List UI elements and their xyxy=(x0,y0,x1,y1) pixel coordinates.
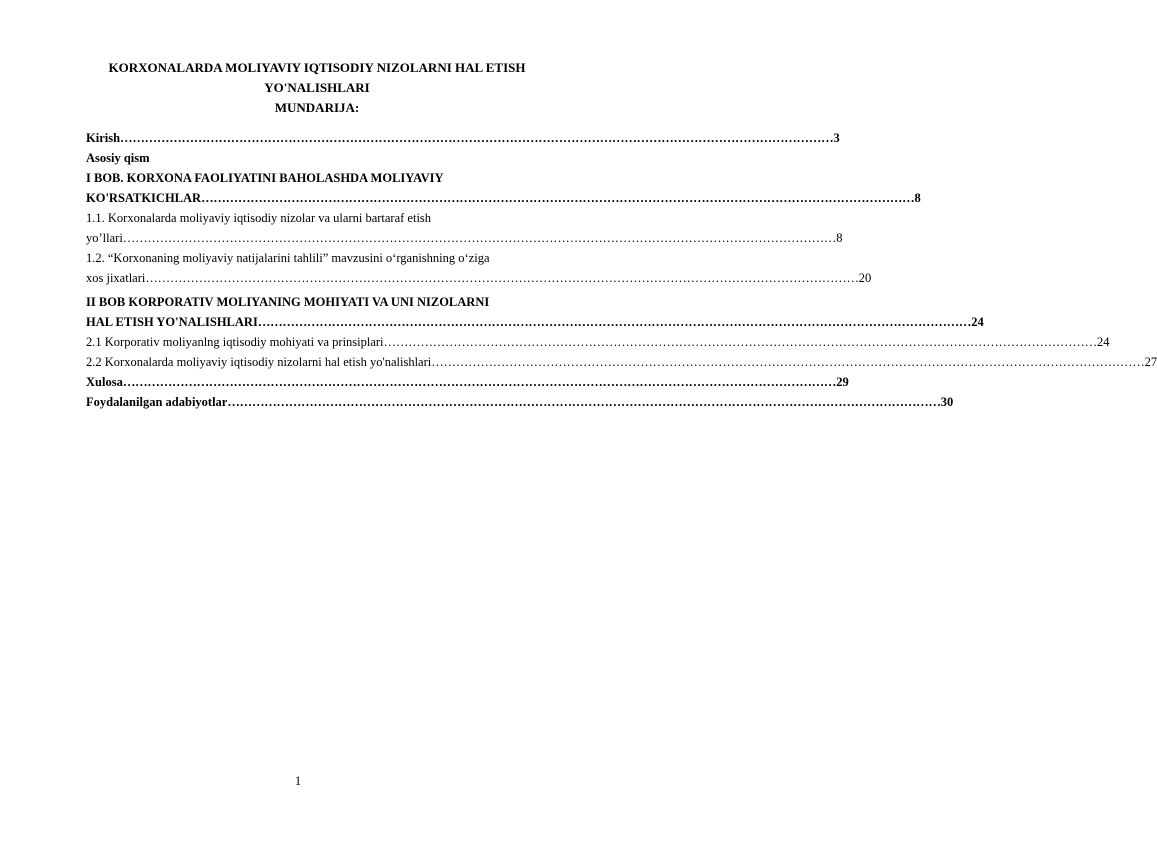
toc-dot-leader: ………………………………………………………………………………………………………………………………………………………… xyxy=(383,335,1097,349)
toc-dot-leader: ………………………………………………………………………………………………………………………………………………………… xyxy=(120,131,834,145)
toc-dot-leader: ………………………………………………………………………………………………………………………………………………………… xyxy=(145,271,859,285)
toc-entry xyxy=(86,312,984,332)
toc-entry-text: Asosiy qism xyxy=(86,151,150,165)
toc-dot-leader: ………………………………………………………………………………………………………………………………………………………… xyxy=(122,375,837,389)
toc-entry-page: 29 xyxy=(836,375,849,389)
toc-entry-text: I BOB. KORXONA FAOLIYATINI BAHOLASHDA MOLIYAVIY xyxy=(86,171,444,185)
toc-entry xyxy=(86,372,849,392)
table-of-contents xyxy=(86,128,1157,412)
toc-entry-text: Kirish xyxy=(86,131,121,145)
toc-entry-text: xos jixatlari xyxy=(86,271,146,285)
toc-entry-page: 30 xyxy=(940,395,954,409)
page-number: 1 xyxy=(294,774,302,788)
toc-entry xyxy=(86,168,552,188)
toc-entry-text: 1.2. “Korxonaning moliyaviy natijalarini tahlili” mavzusini o‘rganishning o‘ziga xyxy=(86,251,490,265)
toc-entry xyxy=(86,392,954,412)
toc-entry-text: yo’llari xyxy=(86,231,123,245)
toc-entry xyxy=(86,268,872,288)
toc-entry-page: 27 xyxy=(1144,355,1157,369)
toc-entry xyxy=(86,228,843,248)
toc-entry-text: Xulosa xyxy=(86,375,123,389)
toc-entry xyxy=(86,248,552,268)
toc-entry-text: KO'RSATKICHLAR xyxy=(86,191,202,205)
toc-entry-text: 2.2 Korxonalarda moliyaviy iqtisodiy nizolarni hal etish yo'nalishlari xyxy=(86,355,432,369)
toc-dot-leader: ………………………………………………………………………………………………………………………………………………………… xyxy=(257,315,972,329)
toc-entry xyxy=(86,332,1110,352)
toc-entry-text: HAL ETISH YO'NALISHLARI xyxy=(86,315,258,329)
toc-dot-leader: ………………………………………………………………………………………………………………………………………………………… xyxy=(431,355,1145,369)
toc-entry-text: 1.1. Korxonalarda moliyaviy iqtisodiy nizolar va ularni bartaraf etish xyxy=(86,211,432,225)
toc-entry xyxy=(86,352,1157,372)
toc-entry xyxy=(86,148,552,168)
contents-heading: MUNDARIJA: xyxy=(274,100,360,115)
toc-entry xyxy=(86,128,840,148)
toc-entry-page: 8 xyxy=(914,191,921,205)
toc-entry xyxy=(86,292,552,312)
toc-dot-leader: ………………………………………………………………………………………………………………………………………………………… xyxy=(122,231,837,245)
toc-dot-leader: ………………………………………………………………………………………………………………………………………………………… xyxy=(227,395,941,409)
toc-entry-page: 24 xyxy=(971,315,984,329)
toc-entry-page: 8 xyxy=(836,231,843,245)
toc-entry-text: Foydalanilgan adabiyotlar xyxy=(86,395,228,409)
document-title: KORXONALARDA MOLIYAVIY IQTISODIY NIZOLARNI HAL ETISH YO'NALISHLARI xyxy=(108,60,526,95)
toc-entry-page: 24 xyxy=(1096,335,1110,349)
toc-entry xyxy=(86,188,921,208)
toc-entry-page: 20 xyxy=(858,271,872,285)
toc-dot-leader: ………………………………………………………………………………………………………………………………………………………… xyxy=(201,191,915,205)
toc-entry-text: II BOB KORPORATIV MOLIYANING MOHIYATI VA UNI NIZOLARNI xyxy=(86,295,490,309)
toc-entry-text: 2.1 Korporativ moliyanlng iqtisodiy mohiyati va prinsiplari xyxy=(86,335,384,349)
toc-entry xyxy=(86,208,552,228)
toc-entry-page: 3 xyxy=(833,131,840,145)
